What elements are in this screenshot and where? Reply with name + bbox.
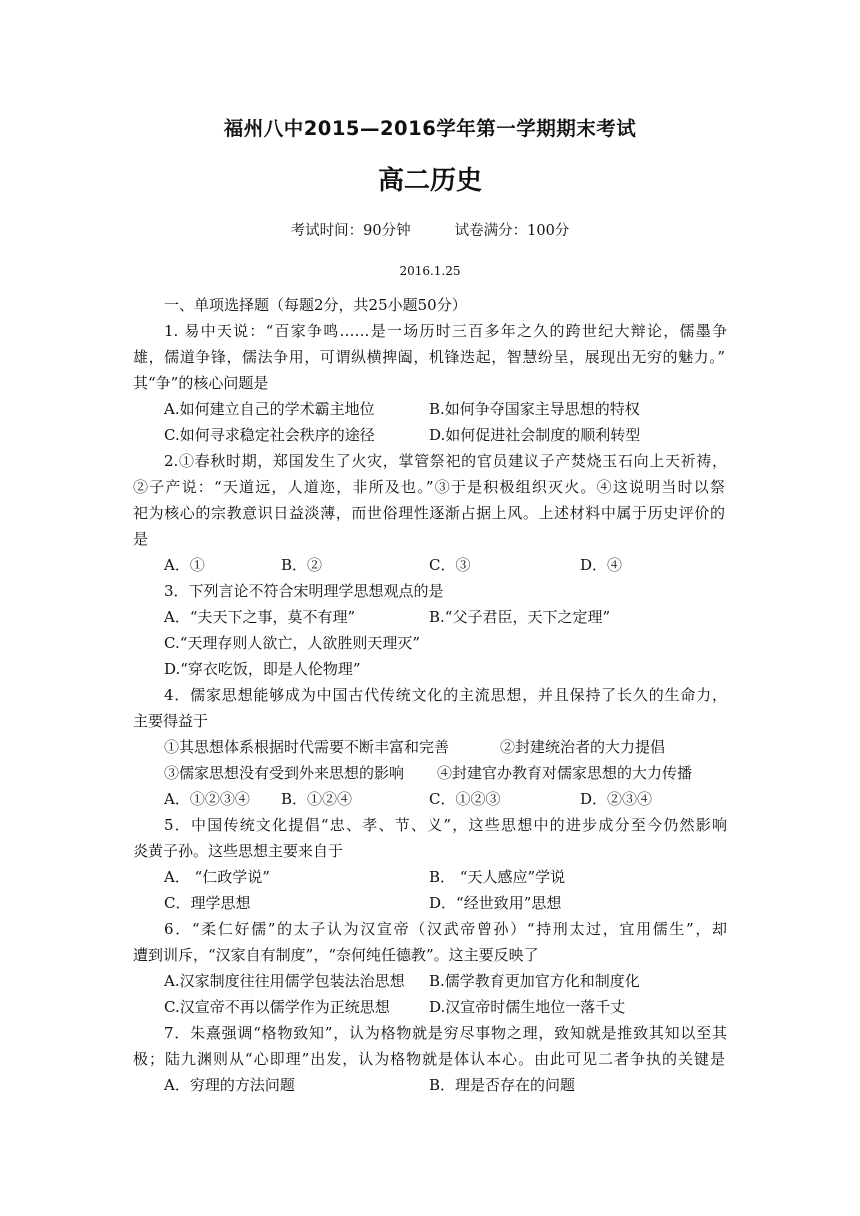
q6-option-c: C.汉宣帝不再以儒学作为正统思想 xyxy=(164,998,390,1016)
q7-line-1: 7．朱熹强调“格物致知”，认为格物就是穷尽事物之理，致知就是推致其知以至其 xyxy=(164,1024,727,1042)
subject-title: 高二历史 xyxy=(377,166,482,196)
q7-line-2: 极；陆九渊则从“心即理”出发，认为格物就是体认本心。由此可见二者争执的关键是 xyxy=(133,1050,725,1068)
q4-item-2: ②封建统治者的大力提倡 xyxy=(500,738,666,756)
q6-line-2: 遭到训斥，“汉家自有制度”，“奈何纯任德教”。这主要反映了 xyxy=(133,946,539,964)
q6-option-b: B.儒学教育更加官方化和制度化 xyxy=(429,972,640,990)
q1-line-1: 1. 易中天说：“百家争鸣……是一场历时三百多年之久的跨世纪大辩论，儒墨争 xyxy=(164,322,727,340)
exam-meta xyxy=(0,219,860,240)
q2-option-a: A．① xyxy=(164,556,205,574)
q6-line-1: 6．“柔仁好儒”的太子认为汉宣帝（汉武帝曾孙）“持刑太过，宜用儒生”，却 xyxy=(164,920,727,938)
q2-line-1: 2.①春秋时期，郑国发生了火灾，掌管祭祀的官员建议子产焚烧玉石向上天祈祷， xyxy=(164,452,727,470)
q1-line-2: 雄，儒道争锋，儒法争用，可谓纵横捭阖，机锋迭起，智慧纷呈，展现出无穷的魅力。” xyxy=(133,348,725,366)
q1-option-b: B.如何争夺国家主导思想的特权 xyxy=(429,400,640,418)
exam-date: 2016.1.25 xyxy=(399,264,461,278)
q4-line-1: 4．儒家思想能够成为中国古代传统文化的主流思想，并且保持了长久的生命力， xyxy=(164,686,727,704)
q2-line-3: 祀为核心的宗教意识日益淡薄，而世俗理性逐渐占据上风。上述材料中属于历史评价的 xyxy=(133,504,725,522)
q3-option-d: D.“穿衣吃饭，即是人伦物理” xyxy=(164,660,361,678)
q4-option-b: B．①②④ xyxy=(281,790,353,808)
q1-option-a: A.如何建立自己的学术霸主地位 xyxy=(164,400,375,418)
q6-option-d: D.汉宣帝时儒生地位一落千丈 xyxy=(429,998,626,1016)
q4-option-a: A．①②③④ xyxy=(164,790,250,808)
exam-title: 福州八中2015—2016学年第一学期期末考试 xyxy=(223,117,637,140)
q4-option-c: C．①②③ xyxy=(429,790,501,808)
q7-option-a: A．穷理的方法问题 xyxy=(164,1076,295,1094)
q5-option-d: D．“经世致用”思想 xyxy=(429,894,562,912)
q3-option-b: B.“父子君臣，天下之定理” xyxy=(429,608,611,626)
q4-item-1: ①其思想体系根据时代需要不断丰富和完善 xyxy=(164,738,450,756)
q4-item-3: ③儒家思想没有受到外来思想的影响 xyxy=(164,764,405,782)
q3-option-a: A．“夫天下之事，莫不有理” xyxy=(164,608,356,626)
q1-line-3: 其“争”的核心问题是 xyxy=(133,374,269,392)
q3-option-c: C.“天理存则人欲亡，人欲胜则天理灭” xyxy=(164,634,421,652)
q2-option-d: D．④ xyxy=(580,556,623,574)
q2-line-2: ②子产说：“天道远，人道迩，非所及也。”③于是积极组织灭火。④这说明当时以祭 xyxy=(133,478,725,496)
q7-option-b: B．理是否存在的问题 xyxy=(429,1076,576,1094)
section-heading: 一、单项选择题（每题2分，共25小题50分） xyxy=(164,296,467,314)
q2-option-c: C．③ xyxy=(429,556,471,574)
q2-line-4: 是 xyxy=(133,530,149,548)
q5-option-c: C．理学思想 xyxy=(164,894,251,912)
q1-option-c: C.如何寻求稳定社会秩序的途径 xyxy=(164,426,375,444)
q2-option-b: B．② xyxy=(281,556,323,574)
q4-option-d: D．②③④ xyxy=(580,790,653,808)
exam-score: 试卷满分：100分 xyxy=(454,223,570,239)
q1-option-d: D.如何促进社会制度的顺利转型 xyxy=(429,426,641,444)
q4-item-4: ④封建官办教育对儒家思想的大力传播 xyxy=(437,764,693,782)
exam-time: 考试时间：90分钟 xyxy=(290,223,411,239)
q4-line-2: 主要得益于 xyxy=(133,712,209,730)
q5-option-b: B． “天人感应”学说 xyxy=(429,868,566,886)
q5-line-2: 炎黄子孙。这些思想主要来自于 xyxy=(133,842,344,860)
q6-option-a: A.汉家制度往往用儒学包装法治思想 xyxy=(164,972,405,990)
q5-option-a: A． “仁政学说” xyxy=(164,868,270,886)
q5-line-1: 5．中国传统文化提倡“忠、孝、节、义”，这些思想中的进步成分至今仍然影响 xyxy=(164,816,727,834)
q3-line-1: 3．下列言论不符合宋明理学思想观点的是 xyxy=(164,582,444,600)
